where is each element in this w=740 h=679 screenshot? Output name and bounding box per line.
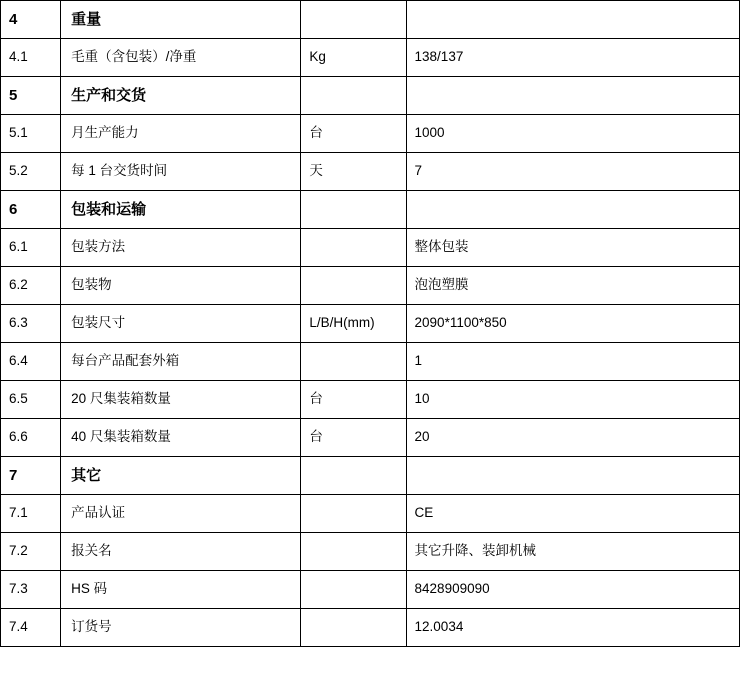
cell-number: 5	[1, 77, 61, 115]
cell-unit: L/B/H(mm)	[301, 305, 406, 343]
cell-unit	[301, 609, 406, 647]
table-row	[1, 343, 740, 381]
cell-item: 毛重（含包装）/净重	[61, 39, 301, 77]
cell-value: CE	[406, 495, 739, 533]
cell-value: 20	[406, 419, 739, 457]
cell-value: 12.0034	[406, 609, 739, 647]
cell-value: 10	[406, 381, 739, 419]
cell-unit: 天	[301, 153, 406, 191]
cell-unit	[301, 495, 406, 533]
cell-number: 7.3	[1, 571, 61, 609]
cell-unit	[301, 533, 406, 571]
table-row	[1, 533, 740, 571]
cell-item: 40 尺集装箱数量	[61, 419, 301, 457]
cell-value	[406, 77, 739, 115]
cell-unit: 台	[301, 115, 406, 153]
cell-unit	[301, 457, 406, 495]
cell-value: 其它升降、装卸机械	[406, 533, 739, 571]
cell-number: 7.4	[1, 609, 61, 647]
cell-item: 产品认证	[61, 495, 301, 533]
cell-item: 月生产能力	[61, 115, 301, 153]
table-row	[1, 571, 740, 609]
cell-value	[406, 1, 739, 39]
cell-item: 生产和交货	[61, 77, 301, 115]
cell-number: 6	[1, 191, 61, 229]
cell-number: 7.2	[1, 533, 61, 571]
cell-unit	[301, 343, 406, 381]
cell-unit	[301, 229, 406, 267]
table-row	[1, 381, 740, 419]
cell-item: 包装尺寸	[61, 305, 301, 343]
cell-number: 6.4	[1, 343, 61, 381]
cell-item: 其它	[61, 457, 301, 495]
table-row	[1, 305, 740, 343]
table-section-row	[1, 77, 740, 115]
cell-unit: 台	[301, 381, 406, 419]
cell-unit	[301, 571, 406, 609]
cell-number: 7.1	[1, 495, 61, 533]
cell-item: 报关名	[61, 533, 301, 571]
table-row	[1, 115, 740, 153]
cell-number: 7	[1, 457, 61, 495]
cell-number: 6.6	[1, 419, 61, 457]
cell-unit: Kg	[301, 39, 406, 77]
cell-value: 1000	[406, 115, 739, 153]
table-row	[1, 153, 740, 191]
table-section-row	[1, 1, 740, 39]
cell-value	[406, 457, 739, 495]
table-row	[1, 229, 740, 267]
cell-unit	[301, 191, 406, 229]
cell-number: 6.1	[1, 229, 61, 267]
cell-item: 每 1 台交货时间	[61, 153, 301, 191]
cell-item: HS 码	[61, 571, 301, 609]
cell-number: 5.2	[1, 153, 61, 191]
cell-number: 6.2	[1, 267, 61, 305]
cell-number: 6.5	[1, 381, 61, 419]
cell-number: 4	[1, 1, 61, 39]
table-row	[1, 609, 740, 647]
cell-unit	[301, 1, 406, 39]
cell-unit	[301, 267, 406, 305]
cell-number: 4.1	[1, 39, 61, 77]
cell-item: 20 尺集装箱数量	[61, 381, 301, 419]
cell-item: 包装物	[61, 267, 301, 305]
cell-item: 重量	[61, 1, 301, 39]
table-section-row	[1, 191, 740, 229]
specification-table-body	[1, 1, 740, 647]
cell-value	[406, 191, 739, 229]
table-row	[1, 495, 740, 533]
cell-item: 每台产品配套外箱	[61, 343, 301, 381]
cell-unit	[301, 77, 406, 115]
cell-number: 5.1	[1, 115, 61, 153]
cell-value: 8428909090	[406, 571, 739, 609]
table-section-row	[1, 457, 740, 495]
cell-value: 2090*1100*850	[406, 305, 739, 343]
table-row	[1, 39, 740, 77]
cell-value: 138/137	[406, 39, 739, 77]
cell-item: 订货号	[61, 609, 301, 647]
cell-value: 整体包装	[406, 229, 739, 267]
table-row	[1, 267, 740, 305]
cell-item: 包装方法	[61, 229, 301, 267]
table-row	[1, 419, 740, 457]
cell-item: 包装和运输	[61, 191, 301, 229]
cell-value: 7	[406, 153, 739, 191]
cell-value: 泡泡塑膜	[406, 267, 739, 305]
cell-value: 1	[406, 343, 739, 381]
cell-number: 6.3	[1, 305, 61, 343]
cell-unit: 台	[301, 419, 406, 457]
